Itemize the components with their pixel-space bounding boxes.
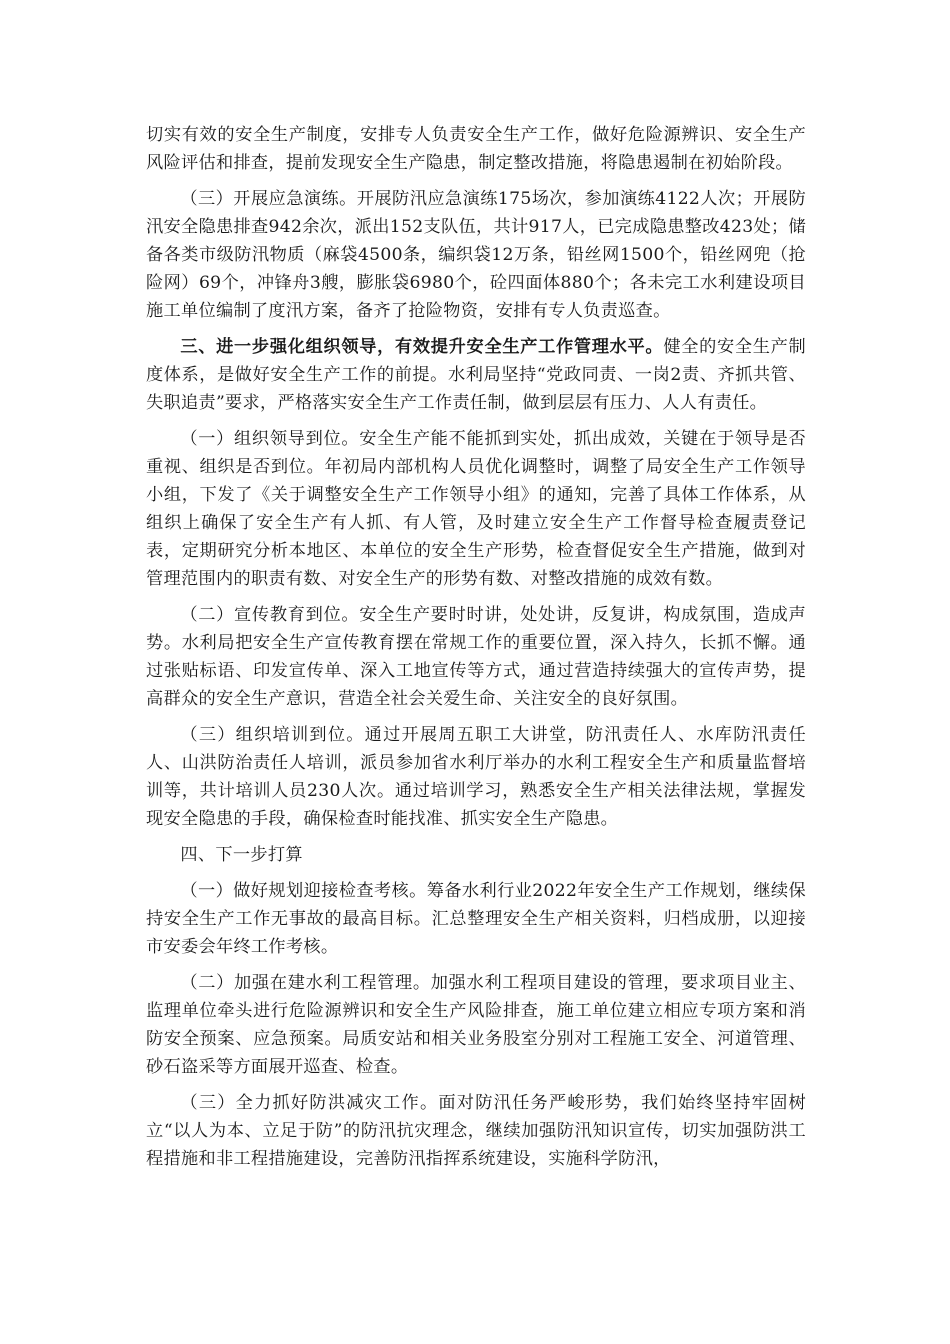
paragraph-text: 四、下一步打算 xyxy=(180,845,303,865)
paragraph-text: （一）做好规划迎接检查考核。筹备水利行业2022年安全生产工作规划，继续保持安全生产工作无事故的最高目标。汇总整理安全生产相关资料，归档成册，以迎接市安委会年终工作考核。 xyxy=(146,881,806,957)
section-heading: 三、进一步强化组织领导，有效提升安全生产工作管理水平。 xyxy=(180,337,664,357)
paragraph-training xyxy=(146,721,806,833)
paragraph-continuation xyxy=(146,121,806,177)
paragraph-text: 切实有效的安全生产制度，安排专人负责安全生产工作，做好危险源辨识、安全生产风险评估和排查，提前发现安全生产隐患，制定整改措施，将隐患遏制在初始阶段。 xyxy=(146,125,806,173)
paragraph-text: （二）加强在建水利工程管理。加强水利工程项目建设的管理，要求项目业主、监理单位牵头进行危险源辨识和安全生产风险排查，施工单位建立相应专项方案和消防安全预案、应急预案。局质安站和相关业务股室分别对工程施工安全、河道管理、砂石盗采等方面展开巡查、检查。 xyxy=(146,973,806,1077)
paragraph-emergency-drill xyxy=(146,185,806,325)
paragraph-leadership xyxy=(146,425,806,593)
paragraph-planning xyxy=(146,877,806,961)
paragraph-text: （三）开展应急演练。开展防汛应急演练175场次，参加演练4122人次；开展防汛安全隐患排查942余次，派出152支队伍，共计917人，已完成隐患整改423处；储备各类市级防汛物质（麻袋4500条，编织袋12万条，铅丝网1500个，铅丝网兜（抢险网）69个，冲锋舟3艘，膨胀袋6980个，砼四面体880个；各未完工水利建设项目施工单位编制了度汛方案，备齐了抢险物资，安排有专人负责巡查。 xyxy=(146,189,806,321)
paragraph-publicity xyxy=(146,601,806,713)
section-heading-next-steps xyxy=(146,841,806,869)
paragraph-text: （一）组织领导到位。安全生产能不能抓到实处，抓出成效，关键在于领导是否重视、组织是否到位。年初局内部机构人员优化调整时，调整了局安全生产工作领导小组，下发了《关于调整安全生产工作领导小组》的通知，完善了具体工作体系，从组织上确保了安全生产有人抓、有人管，及时建立安全生产工作督导检查履责登记表，定期研究分析本地区、本单位的安全生产形势，检查督促安全生产措施，做到对管理范围内的职责有数、对安全生产的形势有数、对整改措施的成效有数。 xyxy=(146,429,806,589)
paragraph-text: （三）全力抓好防洪减灾工作。面对防汛任务严峻形势，我们始终坚持牢固树立“以人为本、立足于防”的防汛抗灾理念，继续加强防汛知识宣传，切实加强防洪工程措施和非工程措施建设，完善防汛指挥系统建设，实施科学防汛， xyxy=(146,1093,806,1169)
paragraph-section-three xyxy=(146,333,806,417)
paragraph-text: （二）宣传教育到位。安全生产要时时讲，处处讲，反复讲，构成氛围，造成声势。水利局把安全生产宣传教育摆在常规工作的重要位置，深入持久，长抓不懈。通过张贴标语、印发宣传单、深入工地宣传等方式，通过营造持续强大的宣传声势，提高群众的安全生产意识，营造全社会关爱生命、关注安全的良好氛围。 xyxy=(146,605,806,709)
paragraph-text: 健全的安全生产制度体系，是做好安全生产工作的前提。水利局坚持“党政同责、一岗2责、齐抓共管、失职追责”要求，严格落实安全生产工作责任制，做到层层有压力、人人有责任。 xyxy=(146,337,806,413)
paragraph-project-management xyxy=(146,969,806,1081)
document-page xyxy=(146,121,806,1181)
paragraph-text: （三）组织培训到位。通过开展周五职工大讲堂，防汛责任人、水库防汛责任人、山洪防治责任人培训，派员参加省水利厅举办的水利工程安全生产和质量监督培训等，共计培训人员230人次。通过培训学习，熟悉安全生产相关法律法规，掌握发现安全隐患的手段，确保检查时能找准、抓实安全生产隐患。 xyxy=(146,725,806,829)
paragraph-flood-control xyxy=(146,1089,806,1173)
